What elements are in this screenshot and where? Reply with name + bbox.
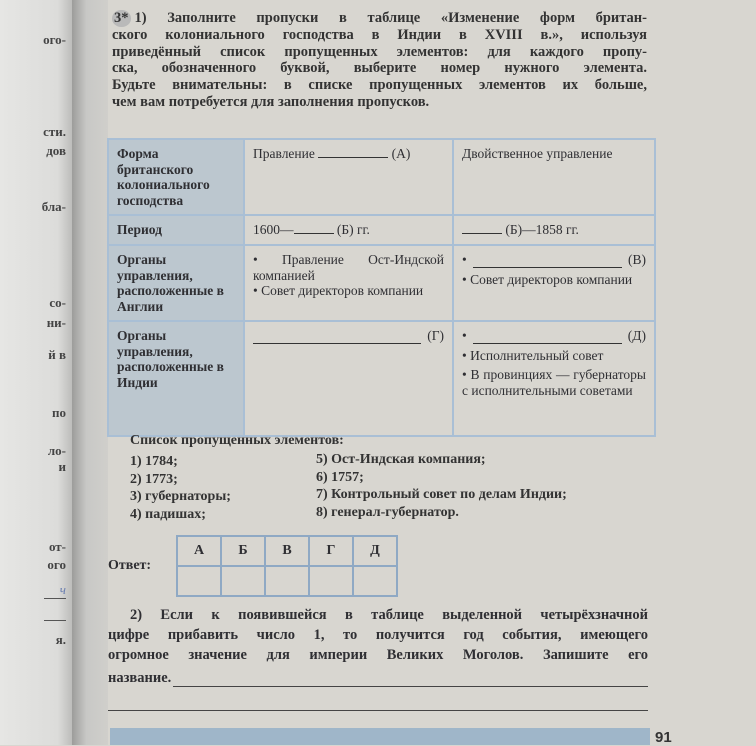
fragment-text: ого — [47, 557, 66, 572]
answer-line-2[interactable] — [108, 710, 648, 711]
name-answer-row — [108, 670, 648, 687]
answer-letter: Г — [309, 536, 353, 566]
task-line: Будьте внимательны: в списке пропущенных элементов их больше, — [112, 77, 647, 94]
list-item: 2) 1773; — [130, 471, 178, 487]
blank-mark: (Б) гг. — [336, 222, 370, 237]
answer-header-row — [177, 536, 397, 566]
table-row — [108, 139, 655, 215]
name-label: название. — [108, 670, 172, 686]
fragment-text: и — [58, 459, 66, 474]
answer-label: Ответ: — [108, 558, 152, 573]
cell-india-1 — [244, 321, 453, 436]
footer-band — [110, 728, 650, 745]
list-column — [130, 453, 231, 523]
task-text: 1) Заполните пропуски в таблице «Изменение форм британ- — [134, 10, 647, 26]
cell-text: Правление — [253, 146, 315, 161]
task-line — [112, 10, 647, 27]
fragment-text: по — [52, 405, 66, 420]
answer-table — [176, 535, 398, 597]
fragment-text: со- — [49, 295, 66, 310]
bullet-item: • Совет директоров компании — [462, 271, 633, 287]
list-item: 1) 1784; — [130, 454, 178, 469]
list-item: 5) Ост-Индская компания; — [316, 452, 486, 467]
answer-cell-v[interactable] — [265, 566, 309, 596]
fragment-text: от- — [48, 539, 66, 554]
fragment-line — [44, 620, 66, 621]
list-item: 4) падишах; — [130, 506, 206, 522]
answer-cell-d[interactable] — [353, 566, 397, 596]
task-line: ского колониального господства в Индии в XVIII в.», используя — [112, 26, 647, 43]
task2-line: цифре прибавить число 1, то получится год события, имеющего — [108, 627, 648, 643]
fragment-text: бла- — [41, 199, 66, 214]
fragment-text: ни- — [46, 315, 66, 330]
cell-text: 1600— — [253, 222, 294, 237]
blank-b[interactable] — [462, 223, 502, 234]
blank-mark: (В) — [628, 252, 646, 267]
blank-mark: (Б)—1858 гг. — [505, 222, 579, 237]
table-row — [108, 321, 655, 436]
table-row — [108, 245, 655, 321]
blank-v[interactable] — [473, 257, 622, 268]
fragment-text: сти. — [43, 124, 66, 139]
cell-india-2 — [453, 321, 655, 436]
row-header: Период — [108, 215, 244, 245]
table-row — [108, 215, 655, 245]
answer-cell-g[interactable] — [309, 566, 353, 596]
blank-g[interactable] — [253, 333, 421, 344]
row-header: Органы управления, расположенные в Англии — [108, 245, 244, 321]
list-item: 8) генерал-губернатор. — [316, 504, 459, 520]
answer-letter: В — [265, 536, 309, 566]
answer-letter: Б — [221, 536, 265, 566]
missing-elements-list — [130, 432, 567, 522]
task-line: приведённый список пропущенных элементов: для каждого пропу- — [112, 43, 647, 60]
task2-line: огромное значение для империи Великих Моголов. Запишите его — [108, 647, 648, 663]
row-header: Форма британского колониального господства — [108, 139, 244, 215]
blank-mark: (Г) — [427, 328, 444, 343]
fragment-text: дов — [46, 143, 66, 158]
colonial-rule-table — [107, 138, 656, 437]
blank-mark: (А) — [391, 146, 411, 161]
bullet-item: • В провинциях — губернаторы с исполнительными советами — [462, 367, 646, 398]
handwritten-mark: ч — [44, 582, 66, 599]
blank-a[interactable] — [318, 147, 388, 158]
bullet-item: • Совет директоров компании — [253, 283, 424, 298]
answer-cell-b[interactable] — [221, 566, 265, 596]
task-line: чем вам потребуется для заполнения пропусков. — [112, 93, 430, 110]
list-item: 3) губернаторы; — [130, 489, 231, 504]
row-header: Органы управления, расположенные в Индии — [108, 321, 244, 436]
task-3-instructions — [112, 10, 647, 111]
task-2-question — [108, 605, 648, 665]
list-item: 6) 1757; — [316, 469, 364, 485]
bullet: • — [462, 252, 467, 267]
answer-letter: А — [177, 536, 221, 566]
cell-england-2 — [453, 245, 655, 321]
task2-line: 2) Если к появившейся в таблице выделенной четырёхзначной — [130, 607, 648, 623]
fragment-text: й в — [48, 347, 66, 362]
book-gutter — [72, 0, 108, 745]
cell-period-1 — [244, 215, 453, 245]
list-column — [316, 451, 567, 521]
blank-b[interactable] — [294, 223, 334, 234]
cell-england-1 — [244, 245, 453, 321]
cell-rule-a — [244, 139, 453, 215]
answer-letter: Д — [353, 536, 397, 566]
fragment-text: ло- — [47, 443, 66, 458]
bullet-item: • Исполнительный совет — [462, 347, 604, 363]
answer-input-row — [177, 566, 397, 596]
bullet: • — [462, 328, 467, 343]
answer-cell-a[interactable] — [177, 566, 221, 596]
page-number: 91 — [655, 729, 672, 746]
list-title: Список пропущенных элементов: — [130, 433, 344, 448]
name-answer-line[interactable] — [173, 673, 648, 687]
cell-dual-rule: Двойственное управление — [453, 139, 655, 215]
blank-mark: (Д) — [627, 328, 646, 343]
cell-period-2 — [453, 215, 655, 245]
bullet-item: • Правление Ост-Индской компанией — [253, 252, 444, 283]
fragment-text: ого- — [43, 32, 66, 47]
task-line: ска, обозначенного буквой, выберите номер нужного элемента. — [112, 60, 647, 77]
left-page-fragment — [0, 0, 72, 745]
task-number: 3* — [114, 10, 129, 26]
blank-d[interactable] — [473, 333, 622, 344]
list-item: 7) Контрольный совет по делам Индии; — [316, 487, 567, 502]
fragment-text: я. — [55, 632, 66, 647]
